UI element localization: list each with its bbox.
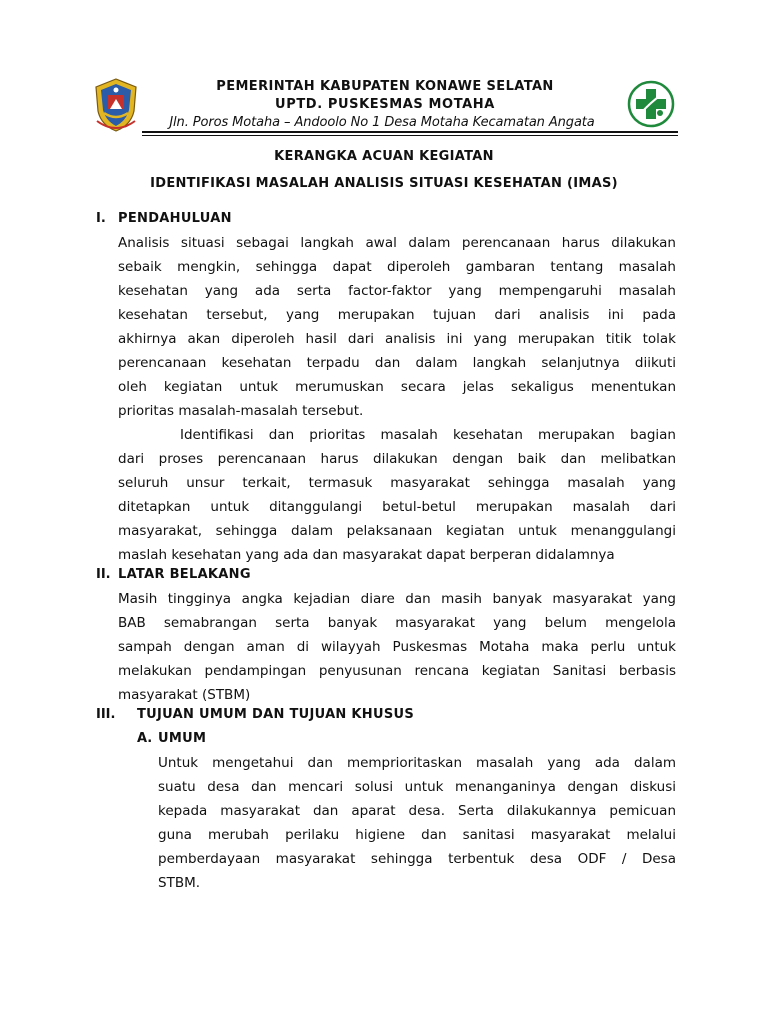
body-line: suatu desa dan mencari solusi untuk menanganinya dengan diskusi [158, 779, 676, 795]
body-line: Analisis situasi sebagai langkah awal dalam perencanaan harus dilakukan [118, 235, 676, 251]
body-line: sampah dengan aman di wilayyah Puskesmas Motaha maka perlu untuk [118, 639, 676, 655]
body-line: akhirnya akan diperoleh hasil dari analisis ini yang merupakan titik tolak [118, 331, 676, 347]
body-line: oleh kegiatan untuk merumuskan secara jelas sekaligus menentukan [118, 379, 676, 395]
letterhead-divider-thin [142, 135, 678, 136]
section-2-heading: LATAR BELAKANG [118, 567, 251, 582]
body-line: kepada masyarakat dan aparat desa. Serta dilakukannya pemicuan [158, 803, 676, 819]
letterhead-institution: UPTD. PUSKESMAS MOTAHA [275, 97, 495, 112]
body-line: dari proses perencanaan harus dilakukan dengan baik dan melibatkan [118, 451, 676, 467]
body-line: masyarakat, sehingga dalam pelaksanaan kegiatan untuk menanggulangi [118, 523, 676, 539]
section-1-number: I. [96, 211, 106, 226]
body-line: guna merubah perilaku higiene dan sanitasi masyarakat melalui [158, 827, 676, 843]
body-line: sebaik mengkin, sehingga dapat diperoleh gambaran tentang masalah [118, 259, 676, 275]
body-line: pemberdayaan masyarakat sehingga terbentuk desa ODF / Desa [158, 851, 676, 867]
body-line: Untuk mengetahui dan memprioritaskan masalah yang ada dalam [158, 755, 676, 771]
body-line: kesehatan tersebut, yang merupakan tujuan dari analisis ini pada [118, 307, 676, 323]
section-3-number: III. [96, 707, 116, 722]
document-subtitle: IDENTIFIKASI MASALAH ANALISIS SITUASI KESEHATAN (IMAS) [150, 176, 618, 191]
section-3-heading: TUJUAN UMUM DAN TUJUAN KHUSUS [137, 707, 415, 722]
body-line: STBM. [158, 875, 201, 891]
section-2-number: II. [96, 567, 111, 582]
body-line: Masih tingginya angka kejadian diare dan masih banyak masyarakat yang [118, 591, 676, 607]
body-line: seluruh unsur terkait, termasuk masyarakat sehingga masalah yang [118, 475, 676, 491]
section-1-heading: PENDAHULUAN [118, 211, 232, 226]
body-line: ditetapkan untuk ditanggulangi betul-betul merupakan masalah dari [118, 499, 676, 515]
body-line: maslah kesehatan yang ada dan masyarakat dapat berperan didalamnya [118, 547, 615, 563]
body-line: Identifikasi dan prioritas masalah kesehatan merupakan bagian [180, 427, 676, 443]
body-line: perencanaan kesehatan terpadu dan dalam langkah selanjutnya diikuti [118, 355, 676, 371]
subsection-a-number: A. [137, 731, 153, 746]
letterhead-address: Jln. Poros Motaha – Andoolo No 1 Desa Motaha Kecamatan Angata [169, 115, 595, 130]
body-line: masyarakat (STBM) [118, 687, 251, 703]
letterhead-divider [142, 131, 678, 133]
puskesmas-green-cross-icon [627, 80, 675, 128]
body-line: kesehatan yang ada serta factor-faktor yang mempengaruhi masalah [118, 283, 676, 299]
letterhead-government: PEMERINTAH KABUPATEN KONAWE SELATAN [216, 79, 554, 94]
body-line: BAB semabrangan serta banyak masyarakat yang belum mengelola [118, 615, 676, 631]
body-line: melakukan pendampingan penyusunan rencana kegiatan Sanitasi berbasis [118, 663, 676, 679]
document-title: KERANGKA ACUAN KEGIATAN [274, 149, 494, 164]
subsection-a-heading: UMUM [158, 731, 207, 746]
body-line: prioritas masalah-masalah tersebut. [118, 403, 364, 419]
